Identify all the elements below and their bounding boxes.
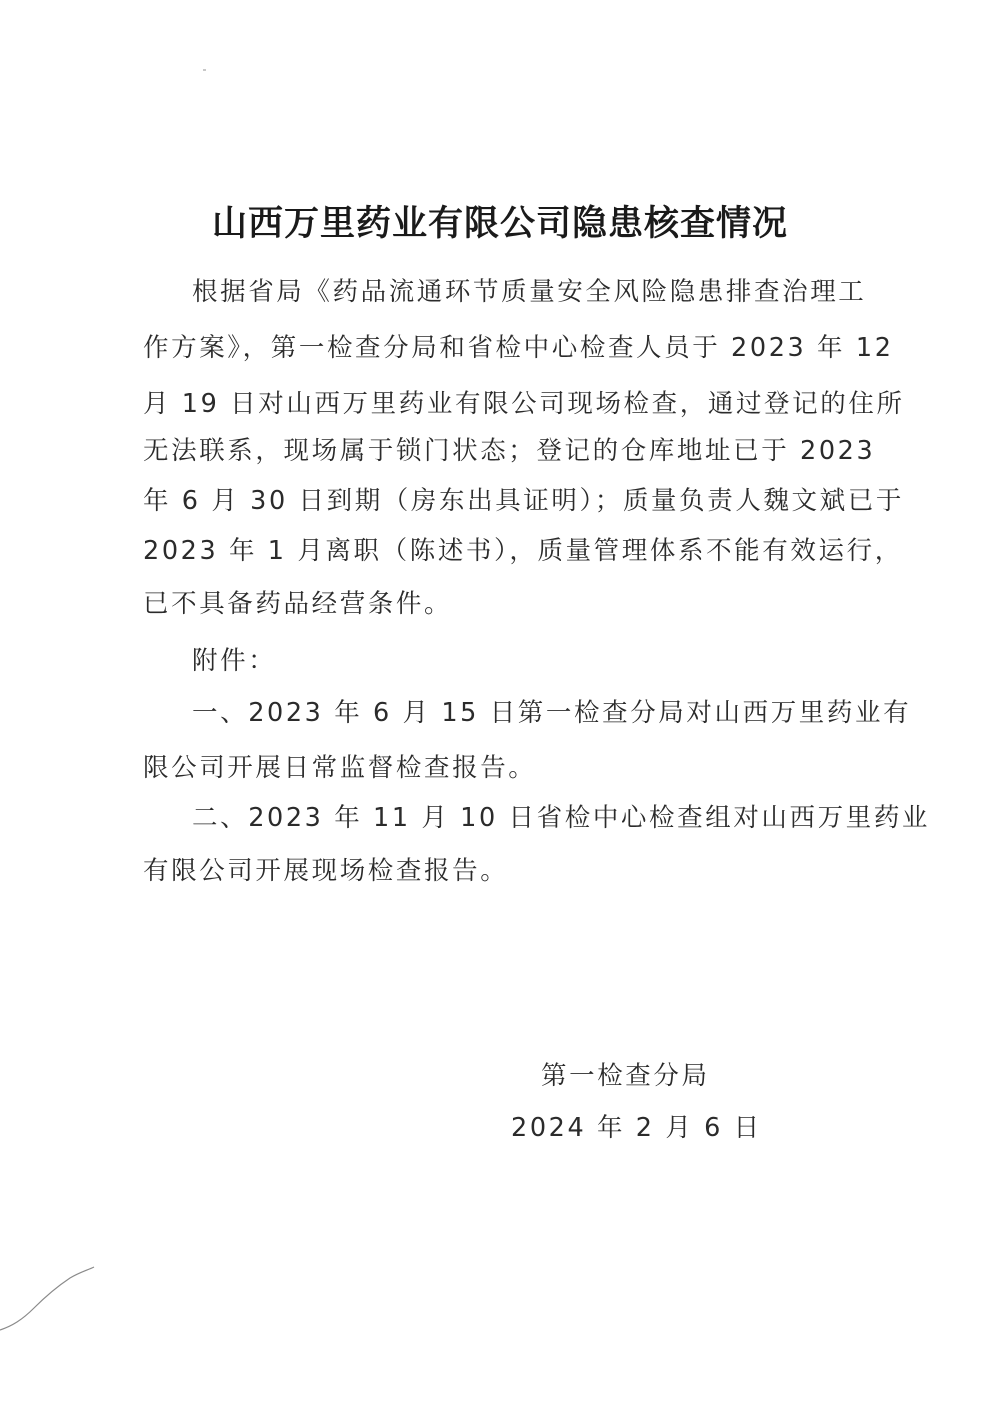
issue-date: 2024 年 2 月 6 日 bbox=[511, 1113, 762, 1143]
scan-speck bbox=[203, 69, 206, 71]
document-title: 山西万里药业有限公司隐患核查情况 bbox=[211, 203, 788, 244]
pen-mark-icon bbox=[0, 1250, 110, 1350]
attachments-label: 附件： bbox=[192, 646, 277, 676]
attachment-line: 有限公司开展现场检查报告。 bbox=[143, 856, 509, 886]
attachment-line: 限公司开展日常监督检查报告。 bbox=[143, 753, 537, 783]
body-line: 无法联系，现场属于锁门状态；登记的仓库地址已于 2023 bbox=[143, 436, 876, 466]
body-line: 2023 年 1 月离职（陈述书），质量管理体系不能有效运行， bbox=[143, 536, 903, 566]
body-line: 作方案》，第一检查分局和省检中心检查人员于 2023 年 12 bbox=[143, 333, 894, 363]
body-line: 已不具备药品经营条件。 bbox=[143, 589, 453, 619]
attachment-line: 一、2023 年 6 月 15 日第一检查分局对山西万里药业有 bbox=[192, 698, 912, 728]
body-line: 根据省局《药品流通环节质量安全风险隐患排查治理工 bbox=[192, 277, 867, 307]
attachment-line: 二、2023 年 11 月 10 日省检中心检查组对山西万里药业 bbox=[192, 803, 931, 833]
body-line: 年 6 月 30 日到期（房东出具证明）；质量负责人魏文斌已于 bbox=[143, 486, 904, 516]
issuer-name: 第一检查分局 bbox=[541, 1061, 710, 1091]
body-line: 月 19 日对山西万里药业有限公司现场检查，通过登记的住所 bbox=[143, 389, 905, 419]
